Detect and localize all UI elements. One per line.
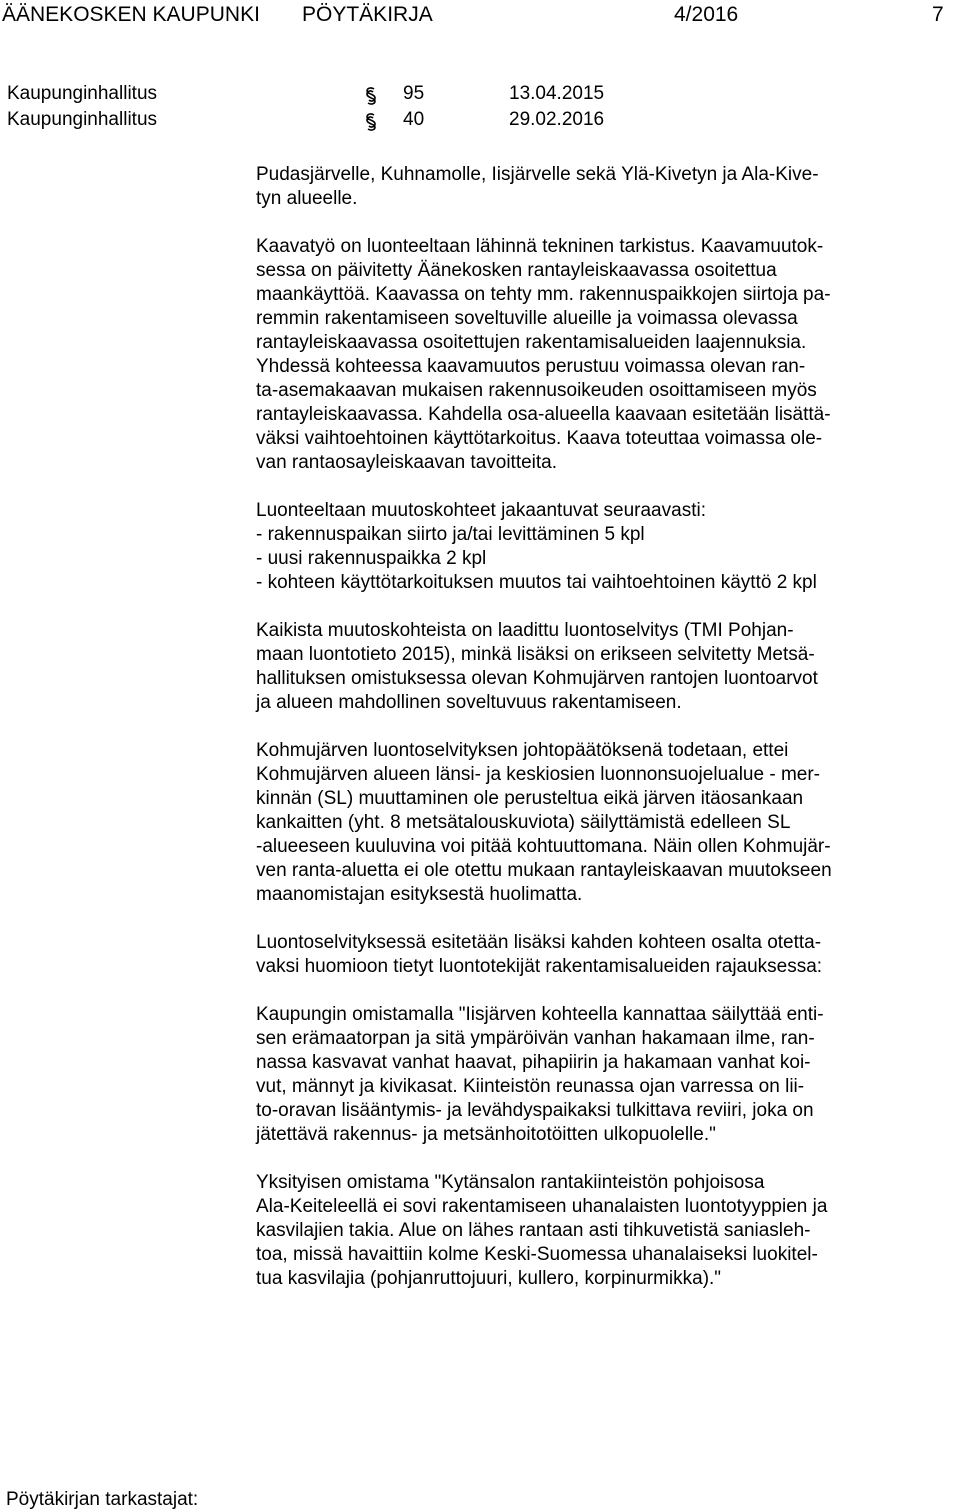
document-type: PÖYTÄKIRJA [302, 3, 433, 26]
paragraph [256, 163, 956, 211]
paragraph-line: Kaikista muutoskohteista on laadittu luontoselvitys (TMI Pohjan- [256, 620, 794, 641]
meeting-record-row [0, 107, 960, 133]
paragraph-line: kasvilajien takia. Alue on lähes rantaan asti tihkuvetistä saniasleh- [256, 1220, 811, 1241]
paragraph-line: -alueeseen kuuluvina voi pitää kohtuuttomana. Näin ollen Kohmujär- [256, 836, 831, 857]
paragraph-line: van rantaosayleiskaavan tavoitteita. [256, 452, 558, 473]
paragraph-line: jätettävä rakennus- ja metsänhoitotöitten ulkopuolelle." [256, 1124, 716, 1145]
paragraph-line: - uusi rakennuspaikka 2 kpl [256, 548, 487, 569]
paragraph-line: - kohteen käyttötarkoituksen muutos tai vaihtoehtoinen käyttö 2 kpl [256, 572, 817, 593]
paragraph [256, 1171, 956, 1291]
paragraph-line: toa, missä havaittiin kolme Keski-Suomessa uhanalaiseksi luokitel- [256, 1244, 818, 1265]
paragraph-line: vut, männyt ja kivikasat. Kiinteistön reunassa ojan varressa on lii- [256, 1076, 805, 1097]
page-header [0, 0, 960, 30]
paragraph-line: väksi vaihtoehtoinen käyttötarkoitus. Kaava toteuttaa voimassa ole- [256, 428, 823, 449]
paragraph-line: nassa kasvavat vanhat haavat, pihapiirin ja hakamaan vanhat koi- [256, 1052, 811, 1073]
paragraph-line: sessa on päivitetty Äänekosken rantayleiskaavassa osoitettua [256, 260, 777, 281]
document-number: 4/2016 [674, 3, 739, 26]
paragraph-line: Ala-Keiteleellä ei sovi rakentamiseen uhanalaisten luontotyyppien ja [256, 1196, 828, 1217]
paragraph-line: maan luontotieto 2015), minkä lisäksi on erikseen selvitetty Metsä- [256, 644, 815, 665]
paragraph-line: Kaavatyö on luonteeltaan lähinnä tekninen tarkistus. Kaavamuutok- [256, 236, 824, 257]
organization-name: ÄÄNEKOSKEN KAUPUNKI [2, 3, 260, 26]
footer-label: Pöytäkirjan tarkastajat: [6, 1489, 199, 1510]
paragraph [256, 499, 956, 595]
meeting-date: 13.04.2015 [509, 83, 605, 104]
paragraph [256, 739, 956, 907]
paragraph-line: kankaitten (yht. 8 metsätalouskuviota) säilyttämistä edelleen SL [256, 812, 791, 833]
paragraph [256, 1003, 956, 1147]
document-body [256, 163, 956, 1315]
paragraph-line: Pudasjärvelle, Kuhnamolle, Iisjärvelle sekä Ylä-Kivetyn ja Ala-Kive- [256, 164, 819, 185]
paragraph-line: ja alueen mahdollinen soveltuvuus rakentamiseen. [256, 692, 682, 713]
paragraph-line: Luonteeltaan muutoskohteet jakaantuvat seuraavasti: [256, 500, 706, 521]
paragraph-line: ta-asemakaavan mukaisen rakennusoikeuden osoittamiseen myös [256, 380, 817, 401]
paragraph-line: remmin rakentamiseen soveltuville alueille ja voimassa olevassa [256, 308, 798, 329]
paragraph [256, 619, 956, 715]
section-number: 40 [403, 109, 425, 130]
paragraph-line: - rakennuspaikan siirto ja/tai levittäminen 5 kpl [256, 524, 645, 545]
paragraph-line: maanomistajan esityksestä huolimatta. [256, 884, 583, 905]
paragraph-line: Kohmujärven luontoselvityksen johtopäätöksenä todetaan, ettei [256, 740, 789, 761]
paragraph-line: Luontoselvityksessä esitetään lisäksi kahden kohteen osalta otetta- [256, 932, 822, 953]
meeting-body: Kaupunginhallitus [7, 109, 158, 130]
meeting-body: Kaupunginhallitus [7, 83, 158, 104]
paragraph-line: maankäyttöä. Kaavassa on tehty mm. rakennuspaikkojen siirtoja pa- [256, 284, 831, 305]
paragraph-line: kinnän (SL) muuttaminen ole perusteltua eikä järven itäosankaan [256, 788, 804, 809]
meeting-date: 29.02.2016 [509, 109, 605, 130]
section-number: 95 [403, 83, 425, 104]
paragraph-line: tyn alueelle. [256, 188, 358, 209]
paragraph-line: to-oravan lisääntymis- ja levähdyspaikaksi tulkittava reviiri, joka on [256, 1100, 814, 1121]
paragraph-line: Kohmujärven alueen länsi- ja keskiosien luonnonsuojelualue - mer- [256, 764, 820, 785]
paragraph-line: hallituksen omistuksessa olevan Kohmujärven rantojen luontoarvot [256, 668, 818, 689]
paragraph-line: Yhdessä kohteessa kaavamuutos perustuu voimassa olevan ran- [256, 356, 806, 377]
paragraph-line: Yksityisen omistama "Kytänsalon rantakiinteistön pohjoisosa [256, 1172, 765, 1193]
meeting-record-row [0, 81, 960, 107]
paragraph-line: sen erämaatorpan ja sitä ympäröivän vanhan hakamaan ilme, ran- [256, 1028, 815, 1049]
paragraph [256, 931, 956, 979]
paragraph-line: ven ranta-aluetta ei ole otettu mukaan rantayleiskaavan muutokseen [256, 860, 832, 881]
paragraph-line: rantayleiskaavassa. Kahdella osa-alueella kaavaan esitetään lisättä- [256, 404, 831, 425]
paragraph [256, 235, 956, 475]
paragraph-line: Kaupungin omistamalla "Iisjärven kohteella kannattaa säilyttää enti- [256, 1004, 824, 1025]
paragraph-line: vaksi huomioon tietyt luontotekijät rakentamisalueiden rajauksessa: [256, 956, 823, 977]
paragraph-line: tua kasvilajia (pohjanruttojuuri, kullero, korpinurmikka)." [256, 1268, 722, 1289]
paragraph-line: rantayleiskaavassa osoitettujen rakentamisalueiden laajennuksia. [256, 332, 807, 353]
page-number: 7 [932, 3, 944, 26]
